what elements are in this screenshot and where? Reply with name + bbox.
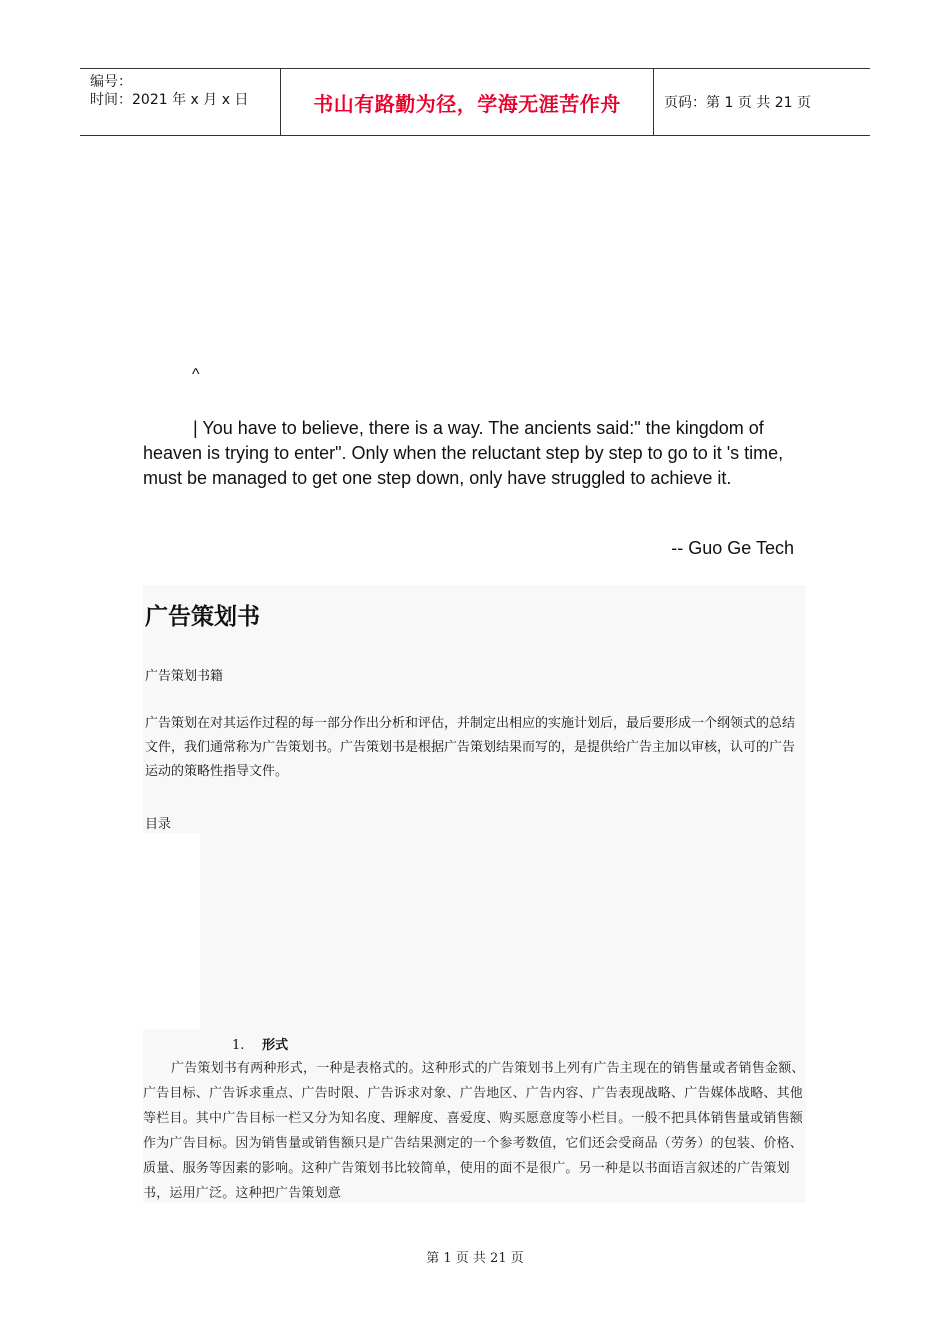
- header-page-cell: [654, 69, 870, 135]
- page-footer: 第 1 页 共 21 页: [426, 1251, 524, 1266]
- section-body: 广告策划书有两种形式，一种是表格式的。这种形式的广告策划书上列有广告主现在的销售量或者销售金额、广告目标、广告诉求重点、广告时限、广告诉求对象、广告地区、广告内容、广告表现战略、广告媒体战略、其他等栏目。其中广告目标一栏又分为知名度、理解度、喜爱度、购买愿意度等小栏目。一般不把具体销售量或销售额作为广告目标。因为销售量或销售额只是广告结果测定的一个参考数值，它们还会受商品（劳务）的包装、价格、质量、服务等因素的影响。这种广告策划书比较简单，使用的面不是很广。另一种是以书面语言叙述的广告策划书，运用广泛。这种把广告策划意: [143, 1061, 805, 1201]
- motivational-quote: | You have to believe, there is a way. The ancients said:" the kingdom of heaven is trying to enter". Only when the reluctant step by step to go to it 's time, must be managed to get one step down, only have struggled to achieve it.: [143, 418, 784, 488]
- document-time-label: 时间：2021 年 x 月 x 日: [90, 92, 249, 108]
- quote-attribution: -- Guo Ge Tech: [671, 538, 794, 558]
- header-motto-cell: [281, 69, 654, 135]
- table-of-contents-label: 目录: [145, 817, 172, 832]
- document-title: 广告策划书: [145, 604, 260, 630]
- section-name: 形式: [262, 1038, 289, 1053]
- document-subtitle: 广告策划书籍: [145, 669, 224, 684]
- header-page-info: 页码：第 1 页 共 21 页: [664, 95, 811, 111]
- header-table: [80, 68, 870, 136]
- document-number-label: 编号：: [90, 74, 132, 90]
- header-motto: 书山有路勤为径，学海无涯苦作舟: [313, 91, 621, 116]
- intro-paragraph: 广告策划在对其运作过程的每一部分作出分析和评估，并制定出相应的实施计划后，最后要形成一个纲领式的总结文件，我们通常称为广告策划书。广告策划书是根据广告策划结果而写的，是提供给广告主加以审核，认可的广告运动的策略性指导文件。: [145, 716, 796, 779]
- content-background-lower: [200, 833, 806, 1029]
- header-meta-cell: [80, 69, 281, 135]
- section-heading: [232, 1034, 288, 1053]
- caret-mark: ^: [192, 366, 200, 383]
- section-number: 1.: [232, 1038, 245, 1053]
